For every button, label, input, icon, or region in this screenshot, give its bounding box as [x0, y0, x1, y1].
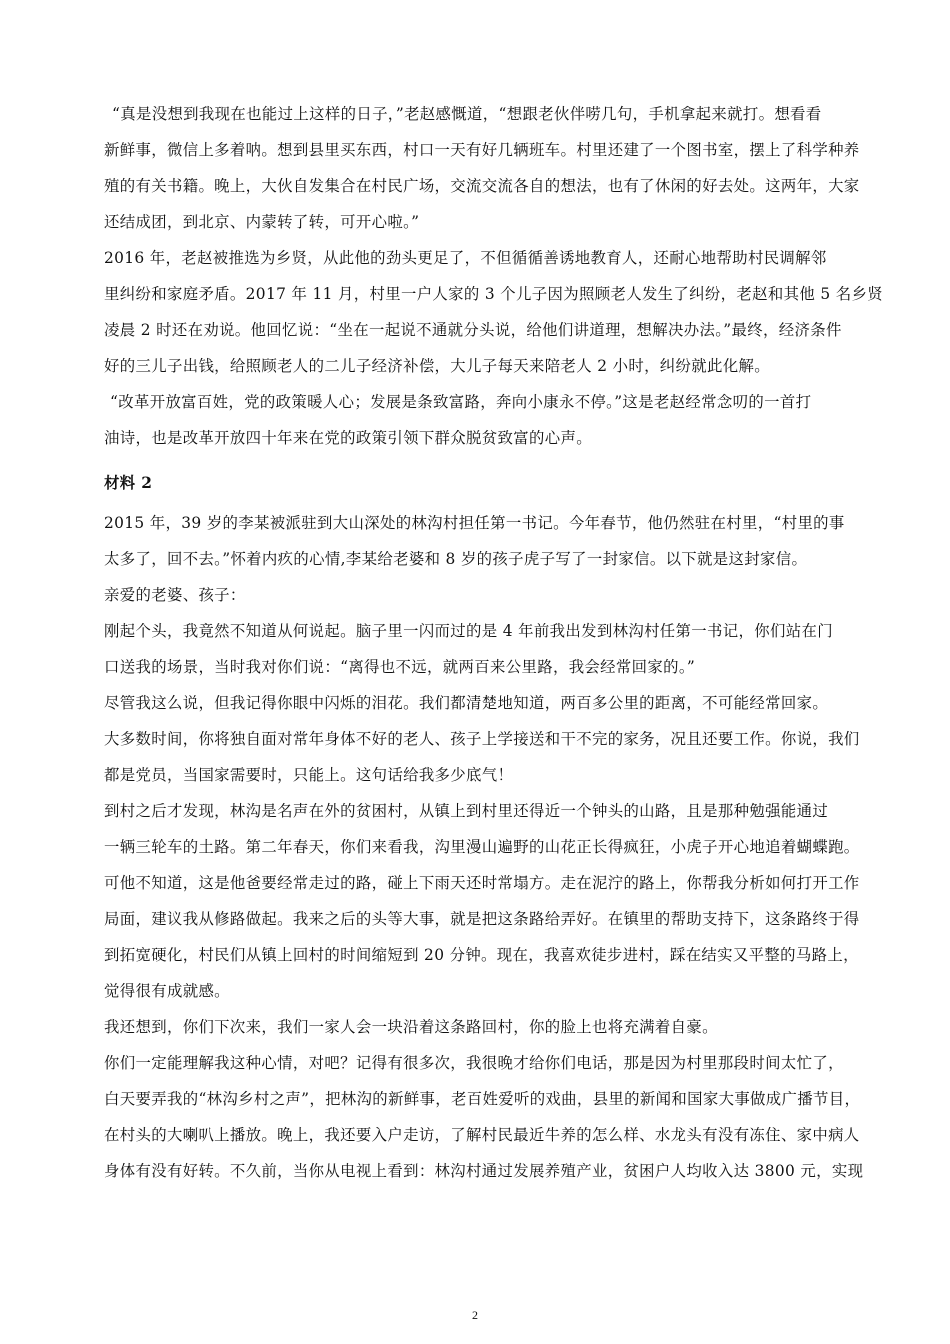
text-line: 可他不知道，这是他爸要经常走过的路，碰上下雨天还时常塌方。走在泥泞的路上，你帮我分析如何打开工作 — [104, 874, 860, 892]
section-heading: 材料 2 — [104, 474, 153, 492]
text-line: 太多了，回不去。”怀着内疚的心情,李某给老婆和 8 岁的孩子虎子写了一封家信。以下就是这封家信。 — [104, 550, 808, 568]
text-line: “真是没想到我现在也能过上这样的日子，”老赵感慨道，“想跟老伙伴唠几句，手机拿起来就打。想看看 — [112, 105, 822, 123]
text-line: 我还想到，你们下次来，我们一家人会一块沿着这条路回村，你的脸上也将充满着自豪。 — [104, 1018, 718, 1036]
text-line: 到村之后才发现，林沟是名声在外的贫困村，从镇上到村里还得近一个钟头的山路，且是那种勉强能通过 — [104, 802, 829, 820]
text-line: 身体有没有好转。不久前，当你从电视上看到：林沟村通过发展养殖产业，贫困户人均收入达 3800 元，实现 — [104, 1162, 864, 1180]
text-line: “改革开放富百姓，党的政策暖人心；发展是条致富路，奔向小康永不停。”这是老赵经常念叨的一首打 — [110, 393, 812, 411]
text-line: 在村头的大喇叭上播放。晚上，我还要入户走访，了解村民最近牛养的怎么样、水龙头有没有冻住、家中病人 — [104, 1126, 860, 1144]
text-line: 一辆三轮车的土路。第二年春天，你们来看我，沟里漫山遍野的山花正长得疯狂，小虎子开心地追着蝴蝶跑。 — [104, 838, 860, 856]
text-line: 油诗，也是改革开放四十年来在党的政策引领下群众脱贫致富的心声。 — [104, 429, 592, 447]
text-line: 你们一定能理解我这种心情，对吧？记得有很多次，我很晚才给你们电话，那是因为村里那段时间太忙了， — [104, 1054, 844, 1072]
text-line: 口送我的场景，当时我对你们说：“离得也不远，就两百来公里路，我会经常回家的。” — [104, 658, 696, 676]
text-line: 觉得很有成就感。 — [104, 982, 230, 1000]
text-line: 到拓宽硬化，村民们从镇上回村的时间缩短到 20 分钟。现在，我喜欢徒步进村，踩在结实又平整的马路上， — [104, 946, 859, 964]
text-line: 2016 年，老赵被推选为乡贤，从此他的劲头更足了，不但循循善诱地教育人，还耐心地帮助村民调解邻 — [104, 249, 827, 267]
text-line: 好的三儿子出钱，给照顾老人的二儿子经济补偿，大儿子每天来陪老人 2 小时，纠纷就此化解。 — [104, 357, 770, 375]
text-line: 里纠纷和家庭矛盾。2017 年 11 月，村里一户人家的 3 个儿子因为照顾老人发生了纠纷，老赵和其他 5 名乡贤 — [104, 285, 883, 303]
letter-salutation: 亲爱的老婆、孩子： — [104, 586, 246, 604]
text-line: 凌晨 2 时还在劝说。他回忆说：“坐在一起说不通就分头说，给他们讲道理，想解决办法。”最终，经济条件 — [104, 321, 842, 339]
text-line: 殖的有关书籍。晚上，大伙自发集合在村民广场，交流交流各自的想法，也有了休闲的好去处。这两年，大家 — [104, 177, 860, 195]
text-line: 刚起个头，我竟然不知道从何说起。脑子里一闪而过的是 4 年前我出发到林沟村任第一书记，你们站在门 — [104, 622, 833, 640]
text-line: 尽管我这么说，但我记得你眼中闪烁的泪花。我们都清楚地知道，两百多公里的距离，不可能经常回家。 — [104, 694, 829, 712]
text-line: 大多数时间，你将独自面对常年身体不好的老人、孩子上学接送和干不完的家务，况且还要工作。你说，我们 — [104, 730, 860, 748]
text-line: 新鲜事，微信上多着呐。想到县里买东西，村口一天有好几辆班车。村里还建了一个图书室，摆上了科学种养 — [104, 141, 860, 159]
text-line: 还结成团，到北京、内蒙转了转，可开心啦。” — [104, 213, 420, 231]
text-line: 都是党员，当国家需要时，只能上。这句话给我多少底气！ — [104, 766, 514, 784]
text-line: 局面，建议我从修路做起。我来之后的头等大事，就是把这条路给弄好。在镇里的帮助支持下，这条路终于得 — [104, 910, 860, 928]
page-number: 2 — [472, 1308, 478, 1322]
text-line: 白天要弄我的“林沟乡村之声”，把林沟的新鲜事，老百姓爱听的戏曲，县里的新闻和国家大事做成广播节目， — [104, 1090, 861, 1108]
text-line: 2015 年，39 岁的李某被派驻到大山深处的林沟村担任第一书记。今年春节，他仍然驻在村里，“村里的事 — [104, 514, 845, 532]
